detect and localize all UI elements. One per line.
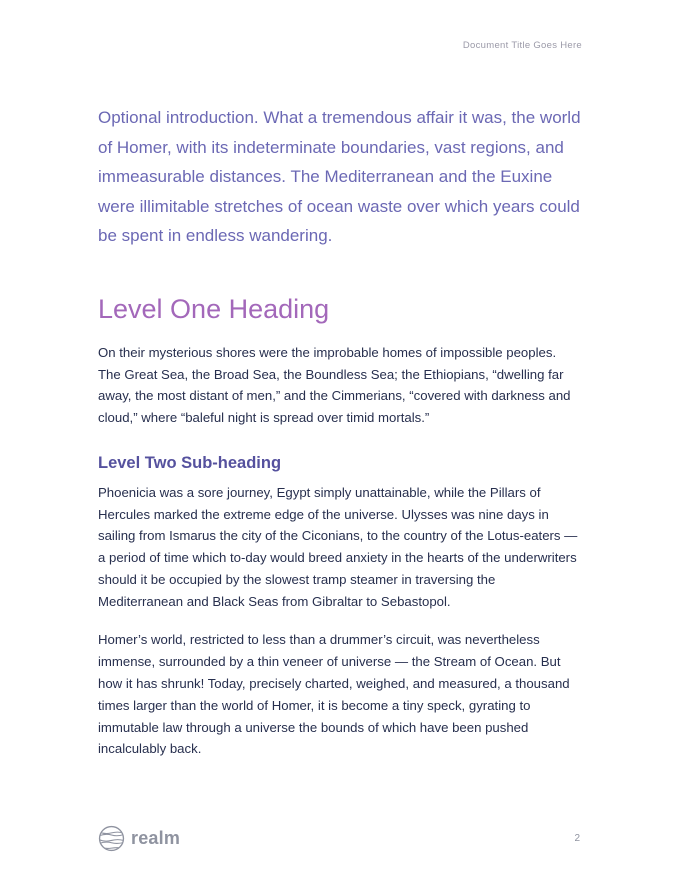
page-number: 2 — [574, 833, 580, 844]
globe-waves-icon — [98, 825, 125, 852]
realm-logo — [98, 825, 180, 852]
brand-name: realm — [131, 828, 181, 848]
page-content — [98, 0, 582, 760]
level-one-heading: Level One Heading — [98, 293, 330, 324]
level-two-subheading: Level Two Sub-heading — [98, 454, 282, 473]
body-paragraph-1: On their mysterious shores were the improbable homes of impossible peoples. The Great Sea, the Broad Sea, the Boundless Sea; the Ethiopians, “dwelling far away, the most distant of men,” and the Cimmerians, “covered with darkness and cloud,” where “baleful night is spread over timid mortals.” — [98, 344, 571, 426]
body-paragraph-2: Phoenicia was a sore journey, Egypt simply unattainable, while the Pillars of Hercules marked the extreme edge of the universe. Ulysses was nine days in sailing from Ismarus the city of the Ciconians, to the country of the Lotus-eaters — a period of time which to-day would breed anxiety in the hearts of the underwriters should it be occupied by the slowest tramp steamer in traversing the Mediterranean and Black Seas from Gibraltar to Sebastopol. — [98, 484, 578, 609]
body-paragraph-3: Homer’s world, restricted to less than a drummer’s circuit, was nevertheless immense, surrounded by a thin veneer of universe — the Stream of Ocean. But how it has shrunk! Today, precisely charted, weighed, and measured, a thousand times larger than the world of Homer, it is become a tiny speck, gyrating to immutable law through a universe the bounds of which have been pushed incalculably back. — [98, 632, 570, 757]
page-footer — [98, 825, 582, 852]
running-header-title: Document Title Goes Here — [462, 40, 582, 51]
intro-paragraph: Optional introduction. What a tremendous affair it was, the world of Homer, with its indeterminate boundaries, vast regions, and immeasurable distances. The Mediterranean and the Euxine were illimitable stretches of ocean waste over which years could be spent in endless wandering. — [98, 108, 581, 245]
